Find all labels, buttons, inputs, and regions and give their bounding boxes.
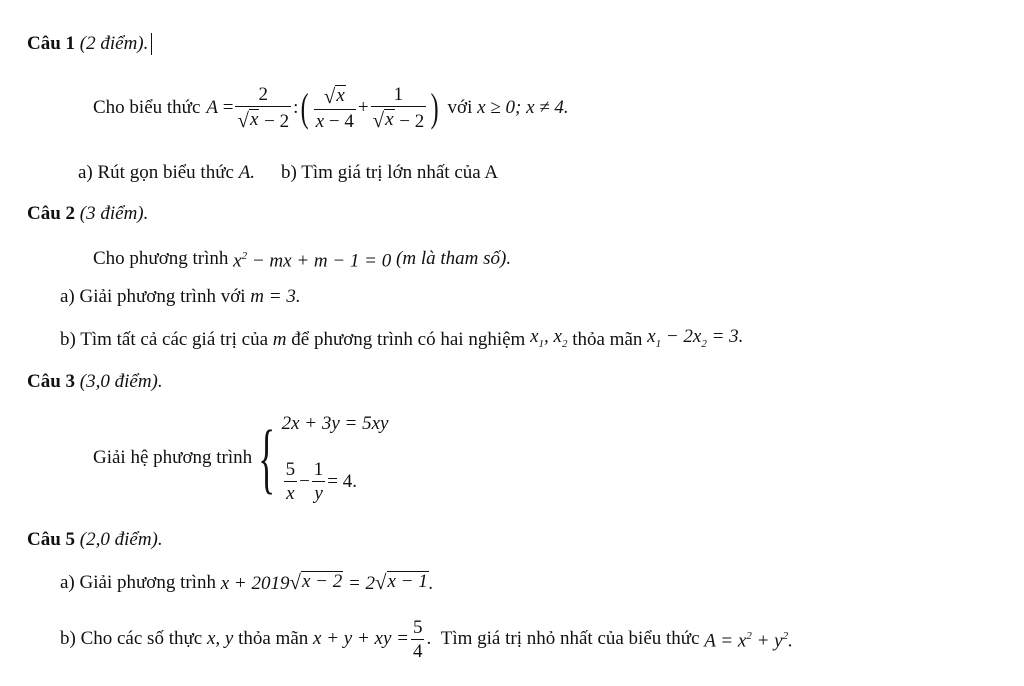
q5-part-a-line: [60, 571, 434, 595]
q3-points: (3,0 điểm).: [79, 371, 163, 392]
q2-part-b-mid: để phương trình có hai nghiệm: [291, 329, 526, 351]
q2-part-a: a) Giải phương trình với: [60, 286, 246, 307]
equation-system: [282, 413, 389, 503]
q5-heading: Câu 5: [27, 529, 76, 550]
q1-parts-line: [78, 162, 498, 184]
q2-param-note: (m là tham số).: [396, 247, 512, 269]
q5-part-b-target: $A = x^2 + y^2$.: [704, 630, 793, 652]
q5-part-a-eq: x + 2019 √ x − 2 = 2 √ x − 1 .: [220, 569, 434, 594]
q2-part-b-line: [60, 326, 743, 355]
q2-roots: $x_1$, $x_2$: [530, 326, 568, 350]
q5-points: (2,0 điểm).: [79, 529, 163, 550]
q1-part-a: a) Rút gọn biểu thức: [78, 162, 234, 183]
q2-part-a-line: [60, 286, 301, 308]
left-paren: (: [301, 85, 310, 130]
q2-points: (3 điểm).: [79, 203, 149, 224]
q5-part-b-line: b) Cho các số thực x, y thỏa mãn x + y + xy = $\frac{5}{4}$ . Tìm giá trị nhỏ nhất của biểu thức $A = x^2 + y^2$.: [60, 616, 793, 662]
q1-cond-math: x ≥ 0; x ≠ 4.: [477, 97, 569, 118]
q5-part-b-cond: thỏa mãn: [238, 628, 309, 649]
q5-part-b-vars: x, y: [206, 628, 234, 649]
q2-heading-line: [27, 203, 148, 225]
q1-expression-line: Cho biểu thức A = 2 √ x − 2 : ( √ x x − 4 + 1 √ x − 2 ) với x ≥ 0; x ≠ 4.: [93, 83, 569, 132]
q1-intro: Cho biểu thức: [93, 97, 201, 118]
q1-heading-line: [27, 33, 152, 55]
q1-heading: Câu 1: [27, 33, 76, 54]
frac-sqrtx-over-x-4: √ x x − 4: [315, 83, 354, 132]
expr-A: A: [206, 97, 219, 118]
q3-heading: Câu 3: [27, 371, 76, 392]
q2-part-b-pre: b) Tìm tất cả các giá trị của: [60, 329, 269, 351]
q2-intro: Cho phương trình: [93, 247, 229, 269]
q1-part-b: b) Tìm giá trị lớn nhất của A: [281, 162, 499, 183]
frac-1-over-sqrtx-2: 1 √ x − 2: [372, 84, 425, 132]
q5-part-b-pre: b) Cho các số thực: [60, 628, 203, 649]
q1-cond: với: [447, 97, 473, 118]
q3-heading-line: [27, 371, 163, 393]
q2-equation-line: [93, 245, 511, 272]
q2-heading: Câu 2: [27, 203, 76, 224]
right-paren: ): [430, 85, 439, 130]
system-eq2: $\frac{5}{x}$ − $\frac{1}{y}$ = 4.: [285, 459, 358, 504]
q3-intro: Giải hệ phương trình: [93, 447, 253, 468]
q2-part-b-m: m: [272, 329, 287, 351]
q2-part-b-cond: thỏa mãn: [572, 329, 643, 351]
q5-part-a: a) Giải phương trình: [60, 571, 216, 593]
q2-equation: $x^2$ − mx + m − 1 = 0: [233, 250, 392, 272]
q5-part-b-lhs: x + y + xy =: [313, 628, 409, 649]
q3-system-line: [93, 412, 388, 504]
q1-part-a-var: A.: [238, 162, 256, 183]
q2-part-b-eq: $x_1 - 2x_2 = 3$.: [647, 326, 744, 350]
q1-points: (2 điểm).: [79, 33, 149, 54]
q5-part-b-task: Tìm giá trị nhỏ nhất của biểu thức: [440, 628, 700, 649]
frac-5-over-4: $\frac{5}{4}$: [412, 616, 423, 662]
system-eq2-rhs: = 4.: [327, 470, 358, 492]
text-cursor: [151, 33, 152, 55]
frac-2-over-sqrtx-2: 2 √ x − 2: [237, 84, 290, 132]
q2-part-a-math: m = 3.: [250, 286, 301, 307]
system-brace: {: [258, 414, 276, 501]
q5-heading-line: [27, 529, 163, 551]
system-eq1: 2x + 3y = 5xy: [281, 413, 389, 434]
